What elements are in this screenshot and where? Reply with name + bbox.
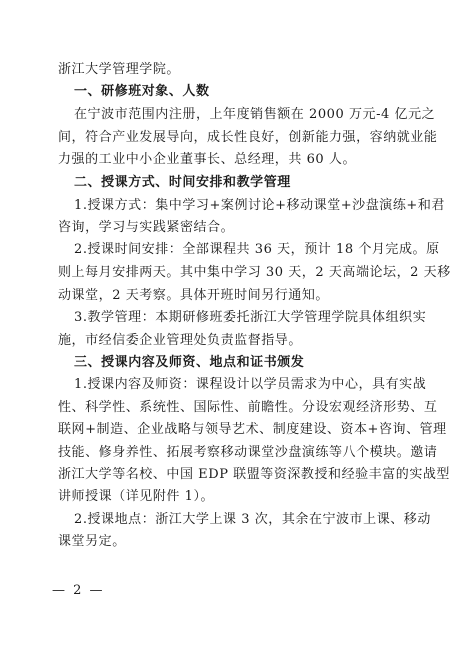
text-line: 讲师授课（详见附件 1）。 [58,489,215,504]
text-line: 2.授课时间安排：全部课程共 36 天，预计 18 个月完成。原 [74,242,440,257]
text-line: 1.授课内容及师资：课程设计以学员需求为中心，具有实战 [74,377,427,392]
text-line: 1.授课方式：集中学习+案例讨论+移动课堂+沙盘演练+和君 [74,198,445,213]
section-heading: 二、授课方式、时间安排和教学管理 [74,175,291,190]
text-line: 施，市经信委企业管理处负责监督指导。 [58,333,302,348]
text-line: 咨询，学习与实践紧密结合。 [58,220,235,235]
text-line: 课堂另定。 [58,534,126,549]
text-line: 力强的工业中小企业董事长、总经理，共 60 人。 [58,152,357,167]
section-heading: 三、授课内容及师资、地点和证书颁发 [74,355,305,370]
text-line: 则上每月安排两天。其中集中学习 30 天，2 天高端论坛，2 天移 [58,265,451,280]
page-number: — 2 — [52,583,105,598]
text-line: 浙江大学等名校、中国 EDP 联盟等资深教授和经验丰富的实战型 [58,467,450,482]
section-heading: 一、研修班对象、人数 [74,84,210,99]
text-line: 浙江大学管理学院。 [58,62,180,77]
text-line: 动课堂，2 天考察。具体开班时间另行通知。 [58,288,329,303]
text-line: 间，符合产业发展导向，成长性良好，创新能力强，容纳就业能 [58,130,438,145]
text-line: 3.教学管理：本期研修班委托浙江大学管理学院具体组织实 [74,310,427,325]
text-line: 2.授课地点：浙江大学上课 3 次，其余在宁波市上课、移动 [74,512,431,527]
text-line: 联网+制造、企业战略与领导艺术、制度建设、资本+咨询、管理 [58,422,447,437]
text-line: 在宁波市范围内注册，上年度销售额在 2000 万元-4 亿元之 [74,107,436,122]
text-line: 技能、修身养性、拓展考察移动课堂沙盘演练等八个模块。邀请 [58,445,438,460]
text-line: 性、科学性、系统性、国际性、前瞻性。分设宏观经济形势、互 [58,400,438,415]
